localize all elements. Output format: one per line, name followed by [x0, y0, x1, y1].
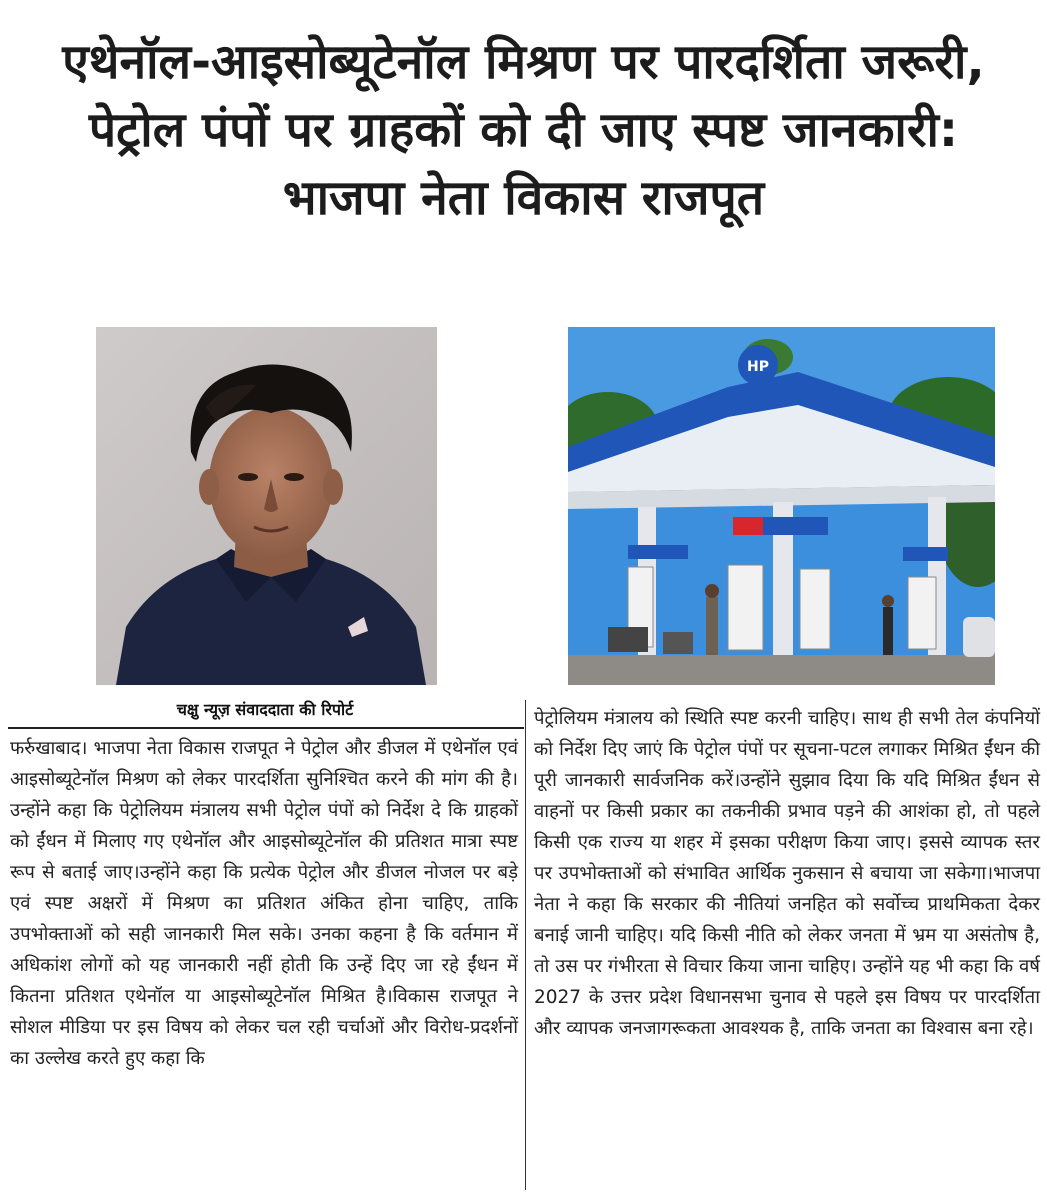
byline-divider: [8, 727, 524, 729]
article-column-left: फर्रुखाबाद। भाजपा नेता विकास राजपूत ने पेट्रोल और डीजल में एथेनॉल एवं आइसोब्यूटेनॉल मिश्रण को लेकर पारदर्शिता सुनिश्चित करने की मांग की है। उन्होंने कहा कि पेट्रोलियम मंत्रालय सभी पेट्रोल पंपों को निर्देश दे कि ग्राहकों को ईंधन में मिलाए गए एथेनॉल और आइसोब्यूटेनॉल की प्रतिशत मात्रा स्पष्ट रूप से बताई जाए।उन्होंने कहा कि प्रत्येक पेट्रोल और डीजल नोजल पर बड़े एवं स्पष्ट अक्षरों में मिश्रण का प्रतिशत अंकित होना चाहिए, ताकि उपभोक्ताओं को सही जानकारी मिल सके। उनका कहना है कि वर्तमान में अधिकांश लोगों को यह जानकारी नहीं होती कि उन्हें दिए जा रहे ईंधन में कितना प्रतिशत एथेनॉल या आइसोब्यूटेनॉल मिश्रित है।विकास राजपूत ने सोशल मीडिया पर इस विषय को लेकर चल रही चर्चाओं और विरोध-प्रदर्शनों का उल्लेख करते हुए कहा कि: [10, 738, 518, 1069]
petrol-pump-photo: [568, 327, 995, 685]
reporter-subject-photo: [96, 327, 437, 685]
article-column-right: पेट्रोलियम मंत्रालय को स्थिति स्पष्ट करनी चाहिए। साथ ही सभी तेल कंपनियों को निर्देश दिए जाएं कि पेट्रोल पंपों पर सूचना-पटल लगाकर मिश्रित ईंधन की पूरी जानकारी सार्वजनिक करें।उन्होंने सुझाव दिया कि यदि मिश्रित ईंधन से वाहनों पर किसी प्रकार का तकनीकी प्रभाव पड़ने की आशंका हो, तो पहले किसी एक राज्य या शहर में इसका परीक्षण किया जाए। इससे व्यापक स्तर पर उपभोक्ताओं को संभावित आर्थिक नुकसान से बचाया जा सकेगा।भाजपा नेता ने कहा कि सरकार की नीतियां जनहित को सर्वोच्च प्राथमिकता देकर बनाई जानी चाहिए। यदि किसी नीति को लेकर जनता में भ्रम या असंतोष है, तो उस पर गंभीरता से विचार किया जाना चाहिए। उन्होंने यह भी कहा कि वर्ष 2027 के उत्तर प्रदेश विधानसभा चुनाव से पहले इस विषय पर पारदर्शिता और व्यापक जनजागरूकता आवश्यक है, ताकि जनता का विश्वास बना रहे।: [534, 708, 1040, 1039]
headline: एथेनॉल-आइसोब्यूटेनॉल मिश्रण पर पारदर्शिता जरूरी, पेट्रोल पंपों पर ग्राहकों को दी जाए स्पष्ट जानकारी: भाजपा नेता विकास राजपूत: [62, 34, 985, 226]
hp-logo-text: HP: [747, 359, 769, 375]
portrait-image: [96, 327, 437, 685]
fuel-station-image: [568, 327, 995, 685]
byline: चक्षु न्यूज़ संवाददाता की रिपोर्ट: [176, 700, 354, 719]
column-divider: [525, 700, 526, 1190]
